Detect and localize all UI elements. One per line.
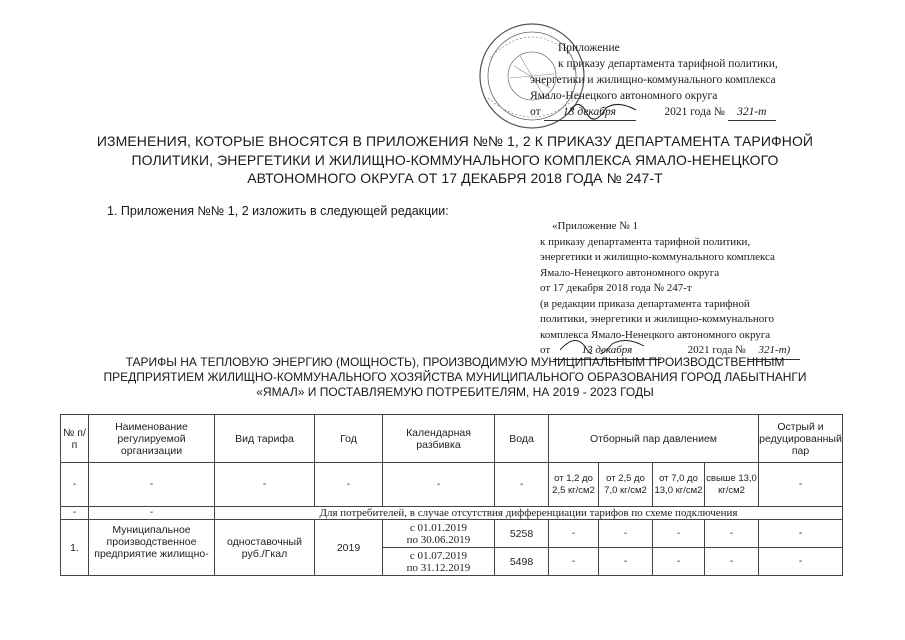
header-num: № п/п: [61, 415, 89, 463]
header-date-prefix: от: [530, 106, 541, 118]
table-header-row: [61, 415, 843, 463]
pressure-4: свыше 13,0 кг/см2: [705, 463, 759, 507]
row-water-1: 5258: [495, 520, 549, 548]
header-date-year: 2021 года №: [664, 106, 725, 118]
document-title: [40, 132, 870, 188]
header-date-day: 13: [562, 106, 575, 118]
item-1: 1. Приложения №№ 1, 2 изложить в следующей редакции:: [107, 204, 449, 218]
row-period-1: [383, 520, 495, 548]
pressure-3: от 7,0 до 13,0 кг/см2: [653, 463, 705, 507]
row-water-2: 5498: [495, 548, 549, 576]
header-order-no: 321-т: [728, 104, 776, 121]
appendix-date-prefix: от: [540, 344, 551, 356]
dash-cell: -: [495, 463, 549, 507]
dash-cell: -: [89, 507, 215, 520]
row-num: 1.: [61, 520, 89, 576]
table-title-line1: ТАРИФЫ НА ТЕПЛОВУЮ ЭНЕРГИЮ (МОЩНОСТЬ), ПРОИЗВОДИМУЮ МУНИЦИПАЛЬНЫМ ПРОИЗВОДСТВЕННЫМ: [125, 355, 785, 369]
dash-cell: -: [61, 463, 89, 507]
table-subheader-row: [61, 463, 843, 507]
header-line1: Приложение: [558, 42, 620, 54]
period-2-to: по 31.12.2019: [406, 561, 471, 574]
title-line1: ИЗМЕНЕНИЯ, КОТОРЫЕ ВНОСЯТСЯ В ПРИЛОЖЕНИЯ №№ 1, 2 К ПРИКАЗУ ДЕПАРТАМЕНТА ТАРИФНОЙ: [96, 133, 814, 149]
signature-scribble: [566, 94, 638, 120]
dash-cell: -: [549, 548, 599, 576]
period-1-to: по 30.06.2019: [406, 533, 471, 546]
appendix-line7: политики, энергетики и жилищно-коммунального: [540, 313, 774, 325]
header-year: Год: [315, 415, 383, 463]
dash-cell: -: [759, 548, 843, 576]
dash-cell: -: [705, 520, 759, 548]
section-label: Для потребителей, в случае отсутствия дифференциации тарифов по схеме подключения: [215, 507, 843, 520]
dash-cell: -: [315, 463, 383, 507]
row-year: 2019: [315, 520, 383, 576]
header-line4: Ямало-Ненецкого автономного округа: [530, 90, 718, 102]
header-water: Вода: [495, 415, 549, 463]
header-date-month: декабря: [577, 106, 616, 118]
table-title-line3: «ЯМАЛ» И ПОСТАВЛЯЕМУЮ ПОТРЕБИТЕЛЯМ, НА 2019 - 2023 ГОДЫ: [256, 385, 654, 399]
row-period-2: [383, 548, 495, 576]
appendix-line8: комплекса Ямало-Ненецкого автономного округа: [540, 328, 771, 341]
dash-cell: -: [599, 520, 653, 548]
dash-cell: -: [215, 463, 315, 507]
title-line2: ПОЛИТИКИ, ЭНЕРГЕТИКИ И ЖИЛИЩНО-КОММУНАЛЬНОГО КОМПЛЕКСА ЯМАЛО-НЕНЕЦКОГО: [131, 151, 779, 168]
signature-scribble-2: [556, 328, 646, 354]
table-title: [40, 355, 870, 400]
appendix-line4: Ямало-Ненецкого автономного округа: [540, 266, 720, 279]
header-tariff-type: Вид тарифа: [215, 415, 315, 463]
header-line3: энергетики и жилищно-коммунального комплекса: [530, 74, 776, 86]
appendix-date-month: декабря: [595, 344, 633, 356]
appendix-line3: энергетики и жилищно-коммунального комплекса: [540, 251, 775, 263]
table-row: [61, 520, 843, 548]
dash-cell: -: [759, 520, 843, 548]
row-tariff-type: одноставочный руб./Гкал: [215, 520, 315, 576]
dash-cell: -: [61, 507, 89, 520]
row-org: Муниципальное производственное предприятие жилищно-: [89, 520, 215, 576]
pressure-1: от 1,2 до 2,5 кг/см2: [549, 463, 599, 507]
appendix-date-day: 13: [581, 344, 593, 356]
header-steam: Отборный пар давлением: [549, 415, 759, 463]
section-row: [61, 507, 843, 520]
appendix-line2: к приказу департамента тарифной политики,: [540, 235, 751, 248]
dash-cell: -: [599, 548, 653, 576]
dash-cell: -: [653, 520, 705, 548]
appendix-line5: от 17 декабря 2018 года № 247-т: [540, 282, 692, 294]
dash-cell: -: [759, 463, 843, 507]
appendix-line6: (в редакции приказа департамента тарифной: [540, 297, 750, 310]
dash-cell: -: [89, 463, 215, 507]
header-org: Наименование регулируемой организации: [89, 415, 215, 463]
header-sharp: Острый и редуцированный пар: [759, 415, 843, 463]
appendix-line1: «Приложение № 1: [552, 220, 639, 232]
appendix-date-year: 2021 года №: [687, 344, 746, 356]
header-line2: к приказу департамента тарифной политики,: [558, 58, 778, 70]
dash-cell: -: [549, 520, 599, 548]
appendix-order-no: 321-т): [748, 343, 800, 360]
table-title-line2: ПРЕДПРИЯТИЕМ ЖИЛИЩНО-КОММУНАЛЬНОГО ХОЗЯЙСТВА МУНИЦИПАЛЬНОГО ОБРАЗОВАНИЯ ГОРОД ЛАБЫТНАНГИ: [103, 370, 807, 384]
period-2-from: с 01.07.2019: [409, 549, 468, 562]
dash-cell: -: [653, 548, 705, 576]
period-1-from: с 01.01.2019: [409, 521, 468, 534]
pressure-2: от 2,5 до 7,0 кг/см2: [599, 463, 653, 507]
header-period: Календарная разбивка: [383, 415, 495, 463]
tariff-table: [60, 414, 843, 576]
title-line3: АВТОНОМНОГО ОКРУГА ОТ 17 ДЕКАБРЯ 2018 ГОДА № 247-Т: [247, 170, 663, 186]
dash-cell: -: [383, 463, 495, 507]
dash-cell: -: [705, 548, 759, 576]
